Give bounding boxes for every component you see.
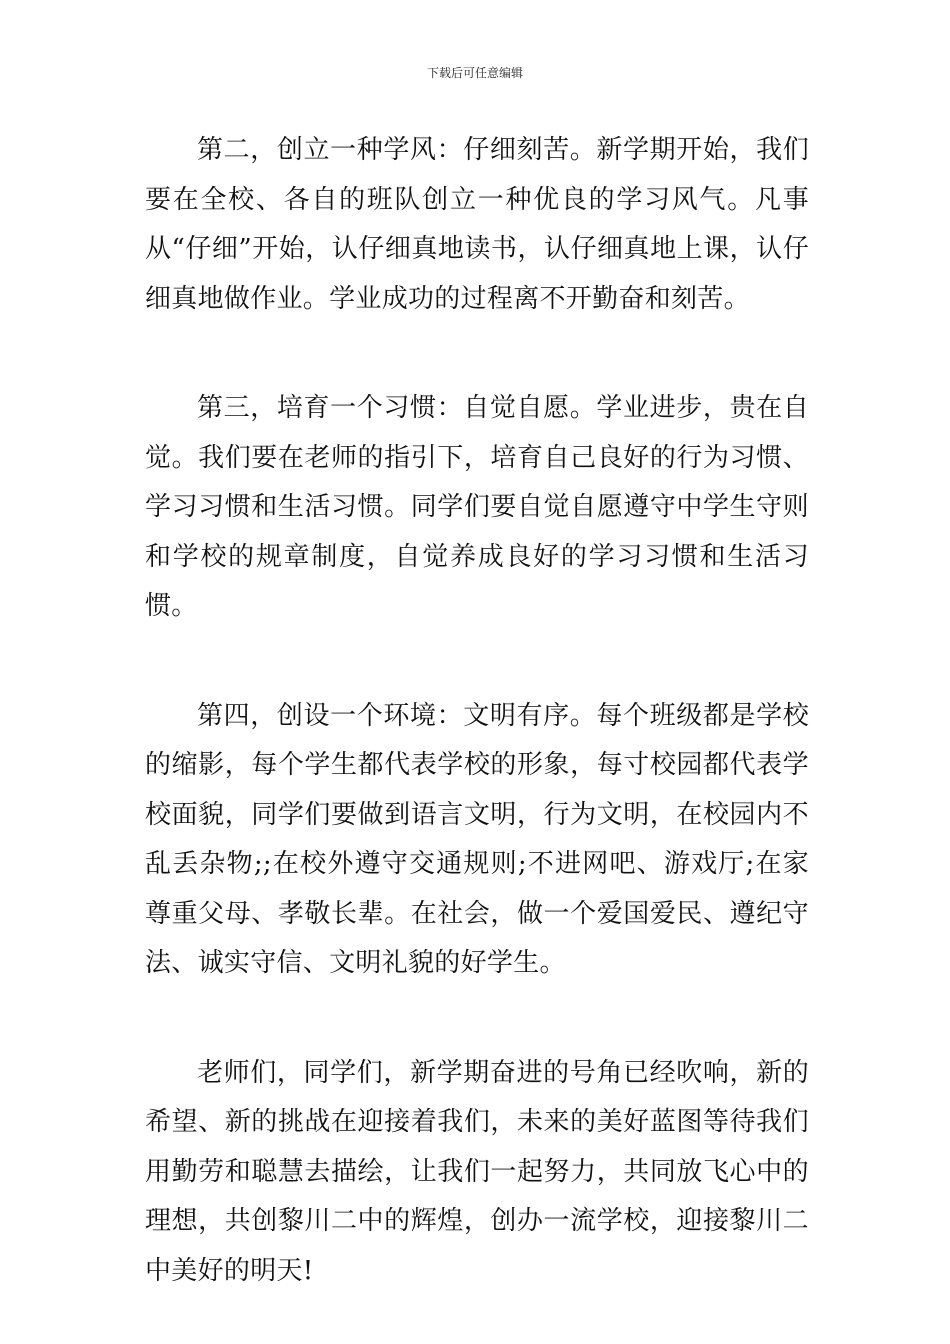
- paragraph-habits: 第三，培育一个习惯：自觉自愿。学业进步，贵在自觉。我们要在老师的指引下，培育自己良好的行为习惯、学习习惯和生活习惯。同学们要自觉自愿遵守中学生守则和学校的规章制度，自觉养成良好的学习习惯和生活习惯。: [145, 393, 809, 621]
- document-body: [145, 126, 809, 1296]
- paragraph-environment: 第四，创设一个环境：文明有序。每个班级都是学校的缩影，每个学生都代表学校的形象，每寸校园都代表学校面貌，同学们要做到语言文明，行为文明，在校园内不乱丢杂物;;在校外遵守交通规则;不进网吧、游戏厅;在家尊重父母、孝敬长辈。在社会，做一个爱国爱民、遵纪守法、诚实守信、文明礼貌的好学生。: [145, 700, 809, 978]
- page-header: 下载后可任意编辑: [426, 66, 523, 80]
- paragraph-closing: 老师们，同学们，新学期奋进的号角已经吹响，新的希望、新的挑战在迎接着我们，未来的美好蓝图等待我们用勤劳和聪慧去描绘，让我们一起努力，共同放飞心中的理想，共创黎川二中的辉煌，创办一流学校，迎接黎川二中美好的明天!: [145, 1057, 809, 1286]
- paragraph-study-style: 第二，创立一种学风：仔细刻苦。新学期开始，我们要在全校、各自的班队创立一种优良的学习风气。凡事从“仔细”开始，认仔细真地读书，认仔细真地上课，认仔细真地做作业。学业成功的过程离不开勤奋和刻苦。: [145, 135, 809, 314]
